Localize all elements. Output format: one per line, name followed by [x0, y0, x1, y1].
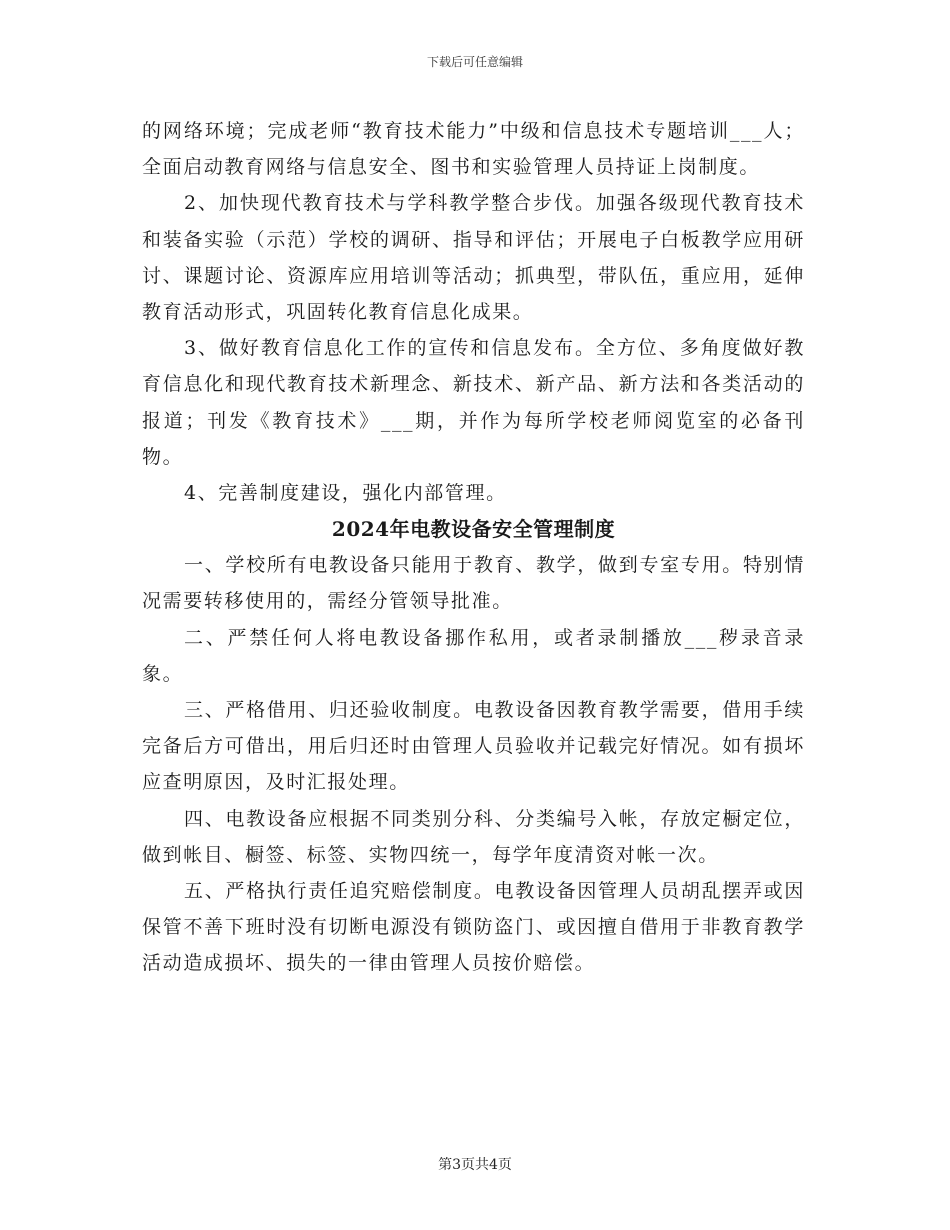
document-body — [142, 113, 805, 982]
rule-4: 四、电教设备应根据不同类别分科、分类编号入帐，存放定橱定位，做到帐目、橱签、标签、实物四统一，每学年度清资对帐一次。 — [142, 807, 805, 866]
rule-1: 一、学校所有电教设备只能用于教育、教学，做到专室专用。特别情况需要转移使用的，需经分管领导批准。 — [142, 554, 805, 613]
paragraph-continuation: 的网络环境；完成老师“教育技术能力”中级和信息技术专题培训___人；全面启动教育网络与信息安全、图书和实验管理人员持证上岗制度。 — [142, 120, 805, 179]
paragraph-item-4: 4、完善制度建设，强化内部管理。 — [184, 482, 507, 505]
paragraph-item-3: 3、做好教育信息化工作的宣传和信息发布。全方位、多角度做好教育信息化和现代教育技术新理念、新技术、新产品、新方法和各类活动的报道；刊发《教育技术》___期，并作为每所学校老师阅览室的必备刊物。 — [142, 337, 805, 468]
page-number: 第3页共4页 — [438, 1157, 512, 1173]
rule-2: 二、严禁任何人将电教设备挪作私用，或者录制播放___秽录音录象。 — [142, 626, 805, 685]
section-title: 2024年电教设备安全管理制度 — [331, 517, 616, 542]
paragraph-item-2: 2、加快现代教育技术与学科教学整合步伐。加强各级现代教育技术和装备实验（示范）学校的调研、指导和评估；开展电子白板教学应用研讨、课题讨论、资源库应用培训等活动；抓典型，带队伍，重应用，延伸教育活动形式，巩固转化教育信息化成果。 — [142, 192, 805, 324]
header-note: 下载后可任意编辑 — [426, 55, 523, 69]
rule-3: 三、严格借用、归还验收制度。电教设备因教育教学需要，借用手续完备后方可借出，用后归还时由管理人员验收并记载完好情况。如有损坏应查明原因，及时汇报处理。 — [142, 699, 805, 794]
rule-5: 五、严格执行责任追究赔偿制度。电教设备因管理人员胡乱摆弄或因保管不善下班时没有切断电源没有锁防盗门、或因擅自借用于非教育教学活动造成损坏、损失的一律由管理人员按价赔偿。 — [142, 880, 805, 975]
